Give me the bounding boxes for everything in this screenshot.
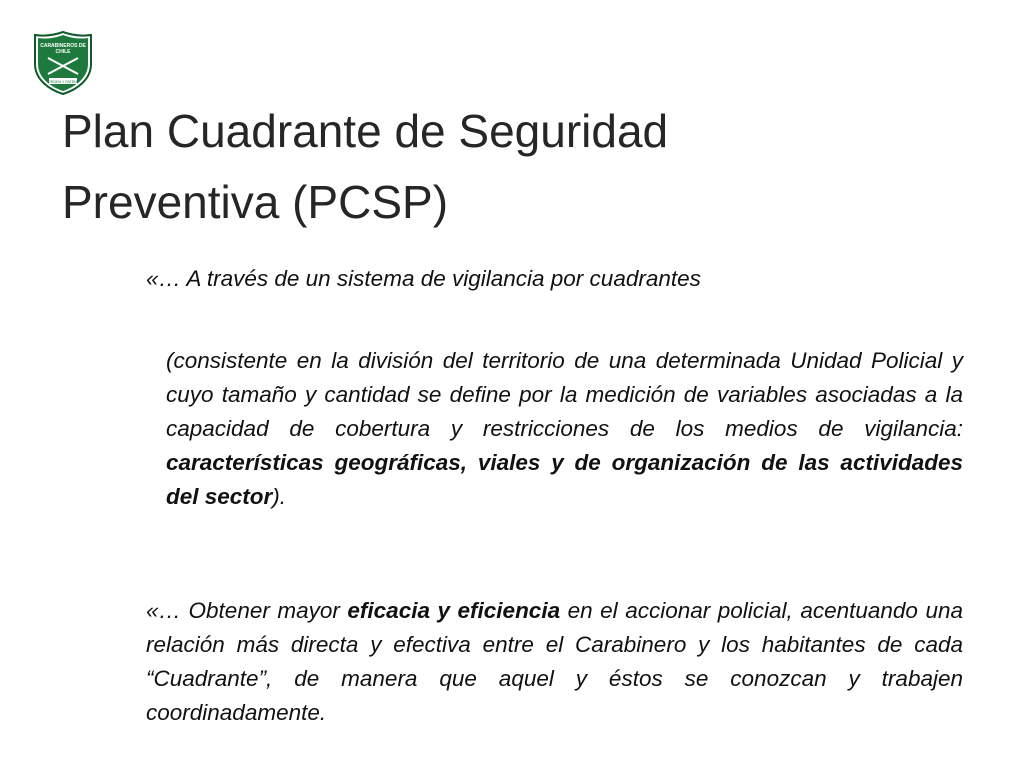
paragraph-2-text: (consistente en la división del territorio de una determinada Unidad Policial y cuyo tamaño y cantidad se define por la medición de variables asociadas a la capacidad de cobertura y restricciones de los medios de vigilancia:	[166, 348, 963, 441]
svg-text:CARABINEROS DE: CARABINEROS DE	[40, 43, 86, 49]
paragraph-quadrant-system	[146, 262, 962, 296]
paragraph-2-bold: características geográficas, viales y de organización de las actividades del sector	[166, 450, 963, 509]
paragraph-3-text: en el accionar policial, acentuando una relación más directa y efectiva entre el Carabinero y los habitantes de cada “Cuadrante”, de manera que aquel y éstos se conozcan y trabajen coordinadamente.	[146, 598, 964, 725]
title-line-2: Preventiva (PCSP)	[62, 175, 449, 228]
paragraph-3-bold: eficacia y eficiencia	[347, 598, 561, 623]
slide-title	[62, 96, 962, 238]
paragraph-objective	[146, 594, 963, 730]
svg-text:CHILE: CHILE	[55, 49, 71, 55]
paragraph-2-end: ).	[272, 484, 287, 509]
paragraph-3-start: «… Obtener mayor	[146, 598, 348, 623]
paragraph-definition	[166, 344, 963, 514]
title-line-1: Plan Cuadrante de Seguridad	[62, 105, 669, 157]
paragraph-1-text: «… A través de un sistema de vigilancia por cuadrantes	[146, 266, 701, 291]
carabineros-shield-logo	[32, 30, 94, 96]
svg-text:ORDEN Y PATRIA: ORDEN Y PATRIA	[48, 80, 78, 84]
